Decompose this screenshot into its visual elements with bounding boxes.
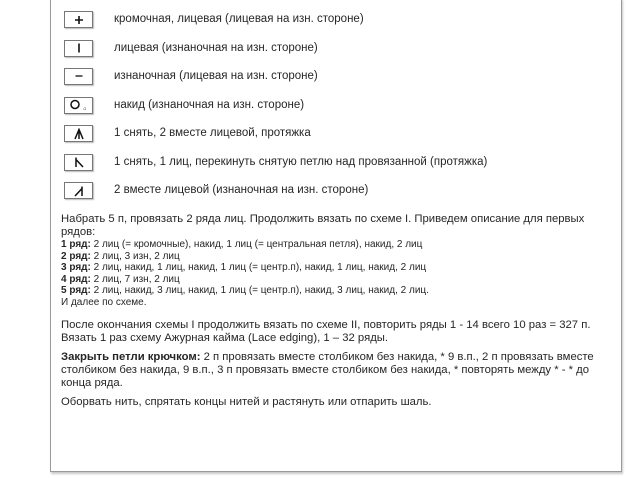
legend-row: [64, 179, 594, 208]
row-text: 2 лиц, 7 изн, 2 лиц: [90, 273, 180, 285]
symbol-legend: [64, 8, 594, 208]
legend-row: [64, 151, 594, 180]
legend-label: изнаночная (лицевая на изн. стороне): [114, 70, 318, 82]
legend-label: 1 снять, 1 лиц, перекинуть снятую петлю над провязанной (протяжка): [114, 155, 488, 168]
row-instruction: [61, 274, 609, 286]
row-text: 2 лиц, накид, 1 лиц, накид, 1 лиц (= центр.п), накид, 1 лиц, накид, 2 лиц: [90, 262, 427, 273]
finish-paragraph: Оборвать нить, спрятать концы нитей и растянуть или отпарить шаль.: [61, 396, 432, 408]
row-instruction: [61, 251, 609, 263]
legend-row: [64, 65, 594, 94]
row-label: 2 ряд:: [61, 250, 91, 262]
knit-vertical-bar-icon: [64, 40, 93, 57]
edge-stitch-plus-icon: [64, 11, 93, 28]
row-text: 2 лиц (= кромочные), накид, 1 лиц (= центральная петля), накид, 2 лиц: [90, 239, 423, 250]
legend-label: 1 снять, 2 вместе лицевой, протяжка: [114, 127, 311, 139]
legend-row: [64, 94, 594, 123]
row-instruction: [61, 262, 609, 274]
row-list: [61, 239, 609, 308]
legend-row: [64, 122, 594, 151]
k2tog-right-slant-icon: [64, 182, 93, 199]
row-text: 2 лиц, накид, 3 лиц, накид, 1 лиц (= центр.п), накид, 3 лиц, накид, 2 лиц.: [90, 285, 429, 296]
continue-text: И далее по схеме.: [61, 296, 147, 308]
row-label: 3 ряд:: [61, 262, 91, 273]
legend-label: накид (изнаночная на изн. стороне): [114, 98, 305, 111]
bind-off-label: Закрыть петли крючком:: [61, 351, 201, 363]
row-label: 5 ряд:: [61, 285, 91, 296]
row-text: 2 лиц, 3 изн, 2 лиц: [90, 250, 180, 262]
legend-label: кромочная, лицевая (лицевая на изн. стороне): [114, 13, 364, 25]
bind-off-paragraph: [61, 351, 609, 390]
purl-dash-icon: [64, 68, 93, 85]
sk2p-arrow-icon: [64, 125, 93, 142]
row-instruction: [61, 239, 609, 251]
legend-row: [64, 8, 594, 37]
intro-text: Набрать 5 п, провязать 2 ряда лиц. Продолжить вязать по схеме I. Приведем описание для первых рядов:: [61, 213, 585, 238]
legend-label: 2 вместе лицевой (изнаночная на изн. стороне): [114, 184, 369, 196]
instructions: [61, 213, 609, 409]
ssk-left-slant-icon: [64, 154, 93, 171]
row-instruction: [61, 285, 609, 297]
yarn-over-circle-icon: [64, 97, 93, 114]
row-label: 1 ряд:: [61, 239, 91, 250]
schema-paragraph: После окончания схемы I продолжить вязать по схеме II, повторить ряды 1 - 14 всего 10 раз = 327 п. Вязать 1 раз схему Ажурная кайма (Lace edging), 1 – 32 ряды.: [61, 319, 591, 344]
row-label: 4 ряд:: [61, 273, 91, 285]
bind-off-text: 2 п провязать вместе столбиком без накида, * 9 в.п., 2 п провязать вместе столбиком без накида, 9 в.п., 3 п провязать вместе столбиком без накида, * повторять между * - * до конца ряда.: [61, 351, 594, 389]
legend-row: [64, 37, 594, 66]
legend-label: лицевая (изнаночная на изн. стороне): [114, 41, 318, 54]
